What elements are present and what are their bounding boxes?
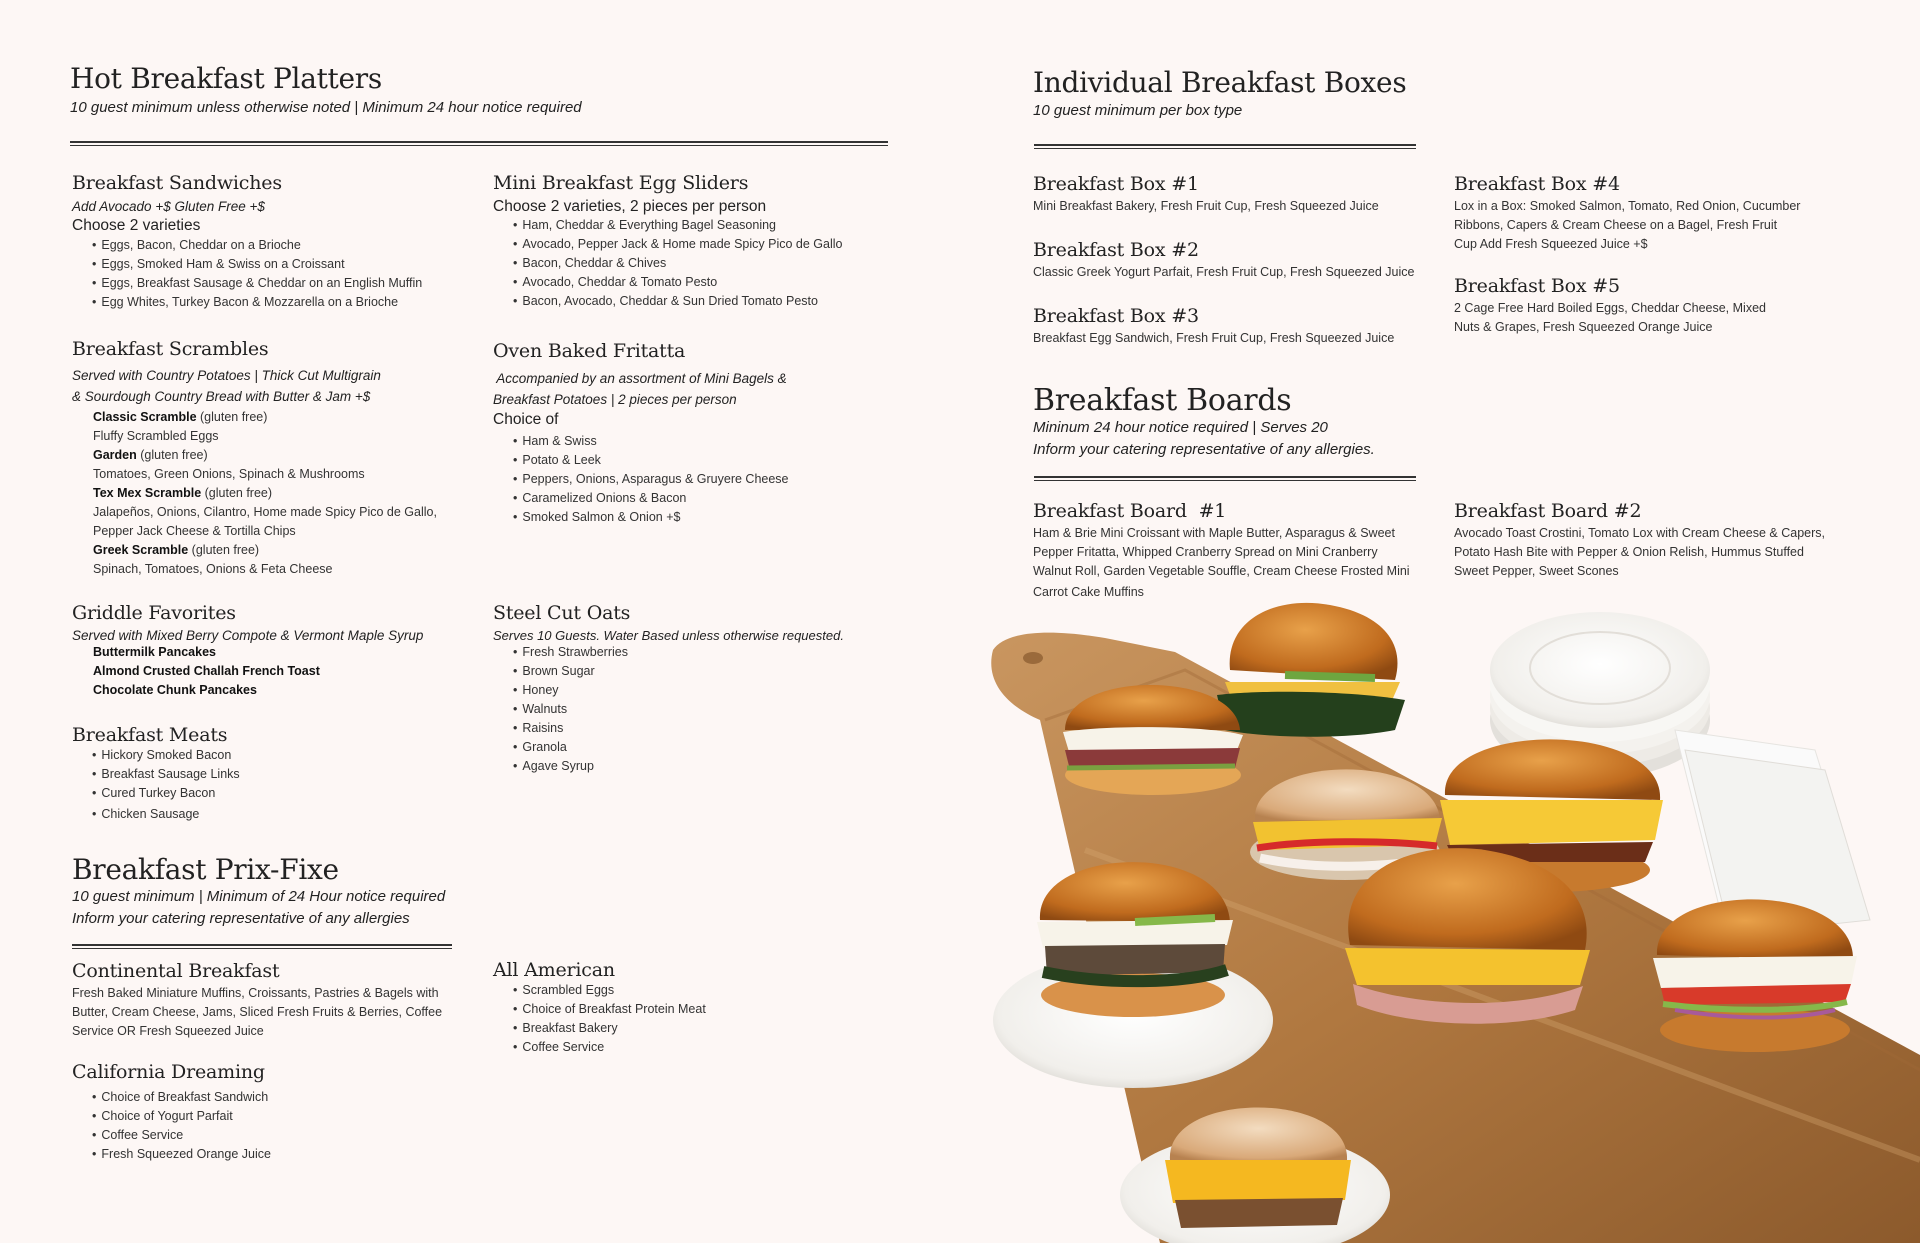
list-item: • Potato & Leek xyxy=(513,451,789,470)
list-item: • Choice of Breakfast Sandwich xyxy=(92,1088,271,1107)
steel-cut-oats-section xyxy=(493,602,844,776)
list-item: • Fresh Squeezed Orange Juice xyxy=(92,1145,271,1164)
list-item: • Chicken Sausage xyxy=(92,805,240,824)
box-description: 2 Cage Free Hard Boiled Eggs, Cheddar Cheese, Mixed xyxy=(1454,301,1766,315)
scramble-list xyxy=(93,408,437,579)
list-item: • Cured Turkey Bacon xyxy=(92,784,240,803)
subtitle-line: Served with Country Potatoes | Thick Cut Multigrain xyxy=(72,368,381,383)
hot-platters-title: Hot Breakfast Platters xyxy=(70,62,382,95)
choose-note: Choice of xyxy=(493,411,559,428)
subtitle-line: & Sourdough Country Bread with Butter & Jam +$ xyxy=(72,389,371,404)
tomato-egg-brioche xyxy=(1653,899,1857,1052)
subtitle-line: Accompanied by an assortment of Mini Bagels & xyxy=(493,371,787,386)
box-description: Lox in a Box: Smoked Salmon, Tomato, Red Onion, Cucumber xyxy=(1454,199,1801,213)
scramble-name: Garden (gluten free) xyxy=(93,448,208,462)
addons-note: Add Avocado +$ Gluten Free +$ xyxy=(72,199,265,214)
breakfast-box-3 xyxy=(1033,305,1394,348)
list-item: • Choice of Breakfast Protein Meat xyxy=(513,1000,706,1019)
item-list xyxy=(92,236,422,312)
list-item: • Hickory Smoked Bacon xyxy=(92,746,240,765)
list-item: • Bacon, Cheddar & Chives xyxy=(513,254,842,273)
board-description: Sweet Pepper, Sweet Scones xyxy=(1454,564,1619,578)
breakfast-box-4 xyxy=(1454,173,1800,254)
board-title: Breakfast Board #2 xyxy=(1454,500,1642,522)
list-item: Buttermilk Pancakes xyxy=(93,645,216,659)
item-list xyxy=(93,643,423,700)
item-list xyxy=(513,981,706,1057)
breakfast-box-2 xyxy=(1033,239,1414,282)
box-title: Breakfast Box #3 xyxy=(1033,305,1199,327)
scramble-desc: Spinach, Tomatoes, Onions & Feta Cheese xyxy=(93,562,333,576)
list-item: • Choice of Yogurt Parfait xyxy=(92,1107,271,1126)
section-title: Continental Breakfast xyxy=(72,960,280,982)
list-item: • Eggs, Bacon, Cheddar on a Brioche xyxy=(92,236,422,255)
california-dreaming-section xyxy=(72,1061,271,1164)
list-item: • Granola xyxy=(513,738,844,757)
box-description: Ribbons, Capers & Cream Cheese on a Bagel, Fresh Fruit xyxy=(1454,218,1778,232)
list-item: • Avocado, Cheddar & Tomato Pesto xyxy=(513,273,842,292)
section-title: All American xyxy=(493,959,615,981)
board-description: Carrot Cake Muffins xyxy=(1033,585,1144,599)
boards-subtitle: Inform your catering representative of any allergies. xyxy=(1033,441,1375,458)
board-title: Breakfast Board #1 xyxy=(1033,500,1227,522)
description-line: Fresh Baked Miniature Muffins, Croissants, Pastries & Bagels with xyxy=(72,986,439,1000)
all-american-section xyxy=(493,959,706,1057)
list-item: • Raisins xyxy=(513,719,844,738)
scramble-name: Greek Scramble (gluten free) xyxy=(93,543,260,557)
mini-sliders-section xyxy=(493,172,842,311)
list-item: Almond Crusted Challah French Toast xyxy=(93,664,320,678)
list-item: • Breakfast Sausage Links xyxy=(92,765,240,784)
prix-fixe-subtitle: 10 guest minimum | Minimum of 24 Hour notice required xyxy=(72,888,446,905)
section-divider xyxy=(72,944,452,949)
list-item: • Eggs, Breakfast Sausage & Cheddar on an English Muffin xyxy=(92,274,422,293)
section-divider xyxy=(1034,144,1416,149)
box-title: Breakfast Box #1 xyxy=(1033,173,1199,195)
list-item: • Coffee Service xyxy=(92,1126,271,1145)
section-title: Mini Breakfast Egg Sliders xyxy=(493,172,749,194)
subtitle-line: Serves 10 Guests. Water Based unless otherwise requested. xyxy=(493,628,844,643)
scramble-desc: Fluffy Scrambled Eggs xyxy=(93,429,219,443)
box-title: Breakfast Box #2 xyxy=(1033,239,1199,261)
list-item: • Brown Sugar xyxy=(513,662,844,681)
list-item: • Peppers, Onions, Asparagus & Gruyere Cheese xyxy=(513,470,789,489)
section-divider xyxy=(70,141,888,146)
item-list xyxy=(513,432,789,527)
board-description: Ham & Brie Mini Croissant with Maple Butter, Asparagus & Sweet xyxy=(1033,526,1395,540)
section-title: Breakfast Meats xyxy=(72,724,228,746)
list-item: • Scrambled Eggs xyxy=(513,981,706,1000)
description-line: Butter, Cream Cheese, Jams, Sliced Fresh Fruits & Berries, Coffee xyxy=(72,1005,443,1019)
breakfast-box-1 xyxy=(1033,173,1379,216)
hot-platters-subtitle: 10 guest minimum unless otherwise noted | Minimum 24 hour notice required xyxy=(70,99,582,116)
brioche-slider xyxy=(1063,685,1243,795)
item-list xyxy=(92,746,240,824)
item-list xyxy=(513,643,844,776)
boxes-subtitle: 10 guest minimum per box type xyxy=(1033,102,1243,119)
breakfast-scrambles-section xyxy=(72,338,437,579)
list-item: • Eggs, Smoked Ham & Swiss on a Croissant xyxy=(92,255,422,274)
section-title: Breakfast Scrambles xyxy=(72,338,269,360)
section-title: Steel Cut Oats xyxy=(493,602,631,624)
breakfast-board-1 xyxy=(1033,500,1410,602)
item-list xyxy=(92,1088,271,1164)
prix-fixe-subtitle: Inform your catering representative of any allergies xyxy=(72,910,410,927)
list-item: • Fresh Strawberries xyxy=(513,643,844,662)
list-item: • Coffee Service xyxy=(513,1038,706,1057)
description-line: Service OR Fresh Squeezed Juice xyxy=(72,1024,264,1038)
prix-fixe-title: Breakfast Prix-Fixe xyxy=(72,853,339,886)
list-item: • Ham & Swiss xyxy=(513,432,789,451)
breakfast-board-2 xyxy=(1454,500,1825,581)
list-item: Chocolate Chunk Pancakes xyxy=(93,683,257,697)
board-description: Walnut Roll, Garden Vegetable Souffle, Cream Cheese Frosted Mini xyxy=(1033,564,1410,578)
box-title: Breakfast Box #4 xyxy=(1454,173,1620,195)
breakfast-sandwiches-section xyxy=(72,172,422,312)
continental-section xyxy=(72,960,442,1041)
subtitle-line: Served with Mixed Berry Compote & Vermont Maple Syrup xyxy=(72,628,424,643)
scramble-name: Tex Mex Scramble (gluten free) xyxy=(93,486,273,500)
board-description: Avocado Toast Crostini, Tomato Lox with Cream Cheese & Capers, xyxy=(1454,526,1826,540)
scramble-desc: Jalapeños, Onions, Cilantro, Home made Spicy Pico de Gallo, xyxy=(93,505,437,519)
choose-note: Choose 2 varieties xyxy=(72,217,201,234)
boards-subtitle: Mininum 24 hour notice required | Serves 20 xyxy=(1033,419,1328,436)
list-item: • Ham, Cheddar & Everything Bagel Seasoning xyxy=(513,216,842,235)
section-divider xyxy=(1034,476,1416,481)
box-description: Breakfast Egg Sandwich, Fresh Fruit Cup, Fresh Squeezed Juice xyxy=(1033,331,1395,345)
breakfast-meats-section xyxy=(72,724,240,824)
list-item: • Egg Whites, Turkey Bacon & Mozzarella on a Brioche xyxy=(92,293,422,312)
griddle-favorites-section xyxy=(72,602,423,700)
list-item: • Caramelized Onions & Bacon xyxy=(513,489,789,508)
list-item: • Honey xyxy=(513,681,844,700)
box-description: Mini Breakfast Bakery, Fresh Fruit Cup, Fresh Squeezed Juice xyxy=(1033,199,1379,213)
box-description: Classic Greek Yogurt Parfait, Fresh Fruit Cup, Fresh Squeezed Juice xyxy=(1033,265,1415,279)
board-description: Pepper Fritatta, Whipped Cranberry Spread on Mini Cranberry xyxy=(1033,545,1378,559)
box-description: Cup Add Fresh Squeezed Juice +$ xyxy=(1454,237,1648,251)
board-description: Potato Hash Bite with Pepper & Onion Relish, Hummus Stuffed xyxy=(1454,545,1804,559)
item-list xyxy=(513,216,842,311)
scramble-desc: Tomatoes, Green Onions, Spinach & Mushrooms xyxy=(93,467,365,481)
boards-title: Breakfast Boards xyxy=(1033,383,1292,418)
boxes-title: Individual Breakfast Boxes xyxy=(1033,66,1407,99)
section-title: California Dreaming xyxy=(72,1061,265,1083)
list-item: • Walnuts xyxy=(513,700,844,719)
breakfast-box-5 xyxy=(1454,275,1766,337)
list-item: • Avocado, Pepper Jack & Home made Spicy Pico de Gallo xyxy=(513,235,842,254)
section-title: Breakfast Sandwiches xyxy=(72,172,282,194)
list-item: • Agave Syrup xyxy=(513,757,844,776)
croissant-sandwich xyxy=(1217,603,1405,737)
section-title: Oven Baked Fritatta xyxy=(493,340,686,362)
subtitle-line: Breakfast Potatoes | 2 pieces per person xyxy=(493,392,737,407)
section-title: Griddle Favorites xyxy=(72,602,236,624)
list-item: • Breakfast Bakery xyxy=(513,1019,706,1038)
list-item: • Bacon, Avocado, Cheddar & Sun Dried Tomato Pesto xyxy=(513,292,842,311)
oven-fritatta-section xyxy=(493,340,789,527)
scramble-name: Classic Scramble (gluten free) xyxy=(93,410,268,424)
box-title: Breakfast Box #5 xyxy=(1454,275,1620,297)
list-item: • Smoked Salmon & Onion +$ xyxy=(513,508,789,527)
choose-note: Choose 2 varieties, 2 pieces per person xyxy=(493,198,767,215)
breakfast-sandwiches-photo xyxy=(985,600,1920,1243)
box-description: Nuts & Grapes, Fresh Squeezed Orange Juice xyxy=(1454,320,1713,334)
scramble-desc: Pepper Jack Cheese & Tortilla Chips xyxy=(93,524,296,538)
